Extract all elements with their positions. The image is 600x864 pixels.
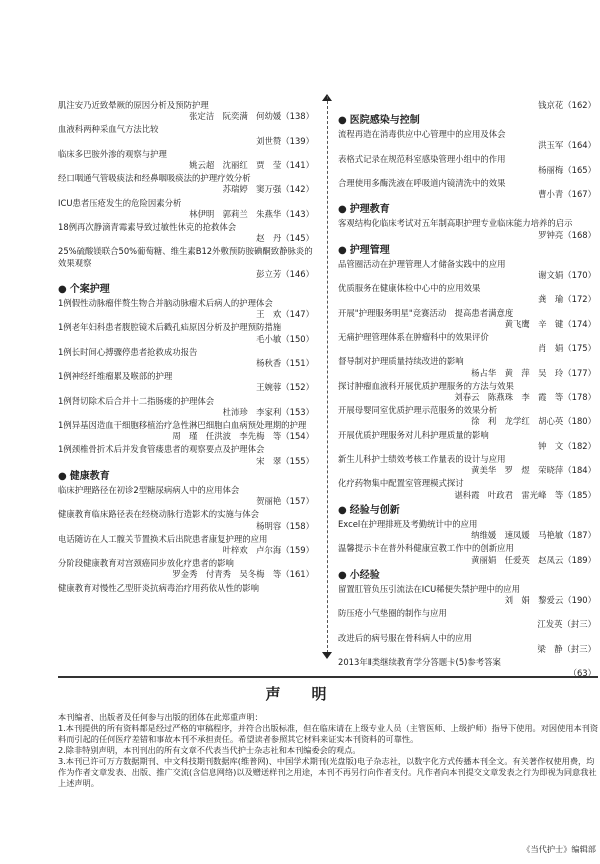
toc-entry[interactable] — [338, 381, 598, 403]
toc-entry-meta: 徐 利 龙学红 胡心英（180） — [471, 416, 596, 427]
toc-entry[interactable] — [58, 509, 316, 531]
toc-entry-meta: 杨占华 黄 萍 吴 玲（177） — [471, 367, 596, 378]
toc-entry-title: 开展"护理服务明星"竞赛活动 提高患者满意度 — [338, 307, 514, 318]
toc-entry-title: 探讨肿瘤血液科开展优质护理服务的方法与效果 — [338, 380, 514, 391]
toc-entry-meta: 黄飞鹰 辛 键（174） — [504, 318, 596, 329]
section-heading — [58, 283, 316, 296]
toc-entry-title: 分阶段健康教育对宫颈癌同步放化疗患者的影响 — [58, 558, 234, 569]
toc-entry-title: 品管圈活动在护理管理人才储备实践中的应用 — [338, 258, 506, 269]
toc-entry-meta: 钱京花（162） — [538, 100, 596, 110]
toc-entry[interactable] — [338, 259, 598, 281]
toc-entry-title: Excel在护理排班及考勤统计中的应用 — [338, 518, 478, 529]
section-heading-label: 个案护理 — [69, 284, 110, 296]
statement-title: 声 明 — [265, 685, 335, 703]
toc-entry-meta: 毛小敏（150） — [256, 333, 314, 344]
toc-entry-title: 25%硫酸镁联合50%葡萄糖、维生素B12外敷预防胺碘酮致静脉炎的效果观察 — [58, 246, 313, 268]
statement-paragraph: 本刊编者、出版者及任何参与出版的团体在此郑重声明： — [58, 712, 263, 722]
toc-entry[interactable] — [58, 583, 316, 594]
statement-signature: 《当代护士》编辑部 — [522, 844, 596, 854]
statement-paragraph: 2.除非特别声明，本刊刊出的所有文章不代表当代护士杂志社和本刊编委会的观点。 — [58, 745, 361, 755]
toc-entry-title: 改进后的病号服在骨科病人中的应用 — [338, 632, 472, 643]
toc-entry-meta: 黄丽娟 任爱英 赵凤云（189） — [471, 554, 596, 565]
toc-entry-title: 表格式记录在规范科室感染管理小组中的作用 — [338, 153, 506, 164]
toc-entry[interactable] — [58, 298, 316, 320]
toc-entry-meta: 罗钟亮（168） — [538, 229, 596, 240]
toc-entry-title: 18例再次静滴青霉素导致过敏性休克的抢救体会 — [58, 222, 237, 233]
bullet-icon: ● — [58, 470, 67, 482]
toc-entry-meta: 梁 静（封三） — [537, 643, 596, 654]
toc-entry[interactable] — [58, 173, 316, 195]
toc-entry[interactable] — [58, 322, 316, 344]
section-heading — [338, 569, 598, 582]
toc-entry-title: 健康教育对慢性乙型肝炎抗病毒治疗用药依从性的影响 — [58, 582, 259, 593]
toc-entry-meta: 贺丽艳（157） — [256, 496, 314, 507]
statement-paragraph: 1.本刊提供的所有资料都是经过严格的审稿程序，并符合出版标准，但在临床请在上级专业人员（主管医师、上级护师）指导下使用。对因使用本刊资料而引起的任何医疗差错和事故本刊不承担责任。希望读者参照其它材料来证实本刊资料的可靠性。 — [58, 723, 599, 744]
toc-entry-meta: 林伊明 郭莉兰 朱燕华（143） — [189, 208, 314, 219]
toc-entry-title: 经口咽通气管吸痰法和经鼻咽吸痰法的护理疗效分析 — [58, 173, 251, 184]
toc-entry-title: 无痛护理管理体系在肿瘤科中的效果评价 — [338, 332, 489, 343]
toc-entry-meta: 王婉蓉（152） — [256, 382, 314, 393]
toc-entry-meta: 杜沛珍 李家利（153） — [222, 406, 314, 417]
toc-entry-title: 督导制对护理质量持续改进的影响 — [338, 356, 464, 367]
toc-entry-title: 化疗药物集中配置室管理模式探讨 — [338, 478, 464, 489]
toc-entry-title: 留置肛管负压引流法在ICU稀便失禁护理中的应用 — [338, 583, 520, 594]
toc-entry[interactable] — [58, 534, 316, 556]
toc-entry-meta: 谌科霞 叶政君 雷光峰 等（185） — [454, 489, 596, 500]
toc-entry-meta: 赵 丹（145） — [256, 233, 314, 244]
section-heading-label: 经验与创新 — [349, 504, 400, 516]
toc-entry[interactable] — [338, 430, 598, 452]
toc-entry[interactable] — [58, 444, 316, 466]
section-heading-label: 健康教育 — [69, 470, 110, 482]
toc-entry-meta: 曹小青（167） — [538, 189, 596, 200]
toc-entry[interactable] — [58, 558, 316, 580]
contents-right-column — [338, 100, 598, 681]
toc-entry-meta: 彭立芳（146） — [256, 268, 314, 279]
section-heading — [338, 203, 598, 216]
toc-entry-meta: 姚云超 沈丽红 贾 莹（141） — [189, 160, 314, 171]
toc-entry-title: 2013年Ⅱ类继续教育学分答题卡(5)参考答案 — [338, 656, 501, 667]
toc-entry-meta: 杨丽梅（165） — [538, 164, 596, 175]
toc-entry-title: 1例假性动脉瘤伴赘生物合并脑动脉瘤术后病人的护理体会 — [58, 298, 273, 309]
toc-entry-title: 流程再造在消毒供应中心管理中的应用及体会 — [338, 129, 506, 140]
toc-entry-title: 开展优质护理服务对儿科护理质量的影响 — [338, 429, 489, 440]
toc-entry-meta: 黄美华 罗 煜 荣晓萍（184） — [471, 465, 596, 476]
toc-entry[interactable] — [58, 347, 316, 369]
toc-entry[interactable] — [338, 633, 598, 655]
toc-entry[interactable] — [58, 485, 316, 507]
toc-entry-title: 优质服务在健康体检中心中的应用效果 — [338, 283, 481, 294]
toc-entry-meta: 宋 翠（155） — [256, 455, 314, 466]
toc-entry[interactable] — [58, 396, 316, 418]
toc-entry-title: 1例神经纤维瘤累及喉部的护理 — [58, 371, 173, 382]
toc-entry-meta: 杨秋香（151） — [256, 358, 314, 369]
toc-entry[interactable] — [58, 222, 316, 244]
toc-entry-meta: 张定洁 阮奕满 何幼媛（138） — [189, 111, 314, 122]
toc-entry-meta: 叶梓欢 卢尔海（159） — [222, 544, 314, 555]
toc-entry-meta: 肖 娟（175） — [538, 343, 596, 354]
section-heading-label: 小经验 — [349, 569, 380, 581]
toc-entry[interactable] — [58, 149, 316, 171]
toc-entry[interactable] — [58, 198, 316, 220]
toc-entry-meta: 苏瑞婷 窦万强（142） — [222, 184, 314, 195]
toc-entry-title: 临床多巴胺外渗的观察与护理 — [58, 148, 167, 159]
column-divider — [327, 96, 328, 653]
toc-entry-meta: 洪玉军（164） — [538, 140, 596, 151]
toc-entry[interactable] — [58, 246, 316, 280]
toc-entry-title: 临床护理路径在初诊2型糖尿病病人中的应用体会 — [58, 484, 240, 495]
toc-entry[interactable] — [338, 283, 598, 305]
toc-entry-meta: 刘世赞（139） — [256, 135, 314, 146]
section-heading — [338, 114, 598, 127]
statement-paragraph: 3.本刊已许可万方数据期刊、中文科技期刊数据库(维普网)、中国学术期刊(光盘版)电子杂志社，以数字化方式传播本刊全文。有关著作权使用费，均作为作者文章发表、出版、推广交流(含信息网络)以及赠送样刊之用途，本刊不再另行向作者支付。凡作者向本刊提交文章发表之行为即视为同意我社上述声明。 — [58, 756, 597, 788]
toc-entry[interactable] — [338, 584, 598, 606]
contents-left-column — [58, 100, 316, 596]
section-heading-label: 护理管理 — [349, 244, 390, 256]
toc-entry[interactable] — [58, 124, 316, 146]
toc-entry[interactable] — [338, 356, 598, 378]
toc-entry-meta: 纳维媛 速凤媛 马艳敏（187） — [471, 530, 596, 541]
toc-entry-meta: 王 欢（147） — [256, 309, 314, 320]
toc-entry[interactable] — [338, 332, 598, 354]
toc-entry[interactable] — [58, 100, 316, 122]
bullet-icon: ● — [338, 204, 347, 216]
toc-entry-meta: 江发英（封三） — [537, 619, 596, 630]
toc-entry[interactable] — [338, 519, 598, 541]
toc-entry[interactable] — [338, 478, 598, 500]
toc-entry-title: ICU患者压疮发生的危险因素分析 — [58, 197, 182, 208]
toc-entry-meta: 刘春云 陈燕珠 李 霞 等（178） — [454, 392, 596, 403]
toc-entry-title: 电话随访在人工髋关节置换术后出院患者康复护理的应用 — [58, 533, 268, 544]
toc-entry[interactable] — [338, 308, 598, 330]
toc-entry-title: 肌注安乃近致晕厥的原因分析及预防护理 — [58, 100, 209, 110]
statement-separator — [58, 676, 598, 678]
section-heading — [338, 244, 598, 257]
toc-entry[interactable] — [58, 371, 316, 393]
toc-entry-meta: 龚 瑜（172） — [538, 294, 596, 305]
toc-entry-meta: 周 瑾 任洪波 李先梅 等（154） — [172, 431, 314, 442]
toc-entry-title: 1例异基因造血干细胞移植治疗急性淋巴细胞白血病预处理期的护理 — [58, 420, 307, 431]
toc-entry-title: 温馨提示卡在普外科健康宣教工作中的创新应用 — [338, 543, 514, 554]
toc-entry[interactable] — [58, 420, 316, 442]
toc-entry-meta: 谢文娟（170） — [538, 270, 596, 281]
toc-entry-title: 开展母婴同室优质护理示范服务的效果分析 — [338, 405, 498, 416]
toc-entry-title: 1例长时间心搏骤停患者抢救成功报告 — [58, 346, 198, 357]
section-heading-label: 医院感染与控制 — [349, 115, 420, 127]
toc-entry-title: 合理使用多酶洗液在呼吸道内镜清洗中的效果 — [338, 178, 506, 189]
divider-arrow-down-icon — [322, 652, 332, 659]
toc-entry-title: 客观结构化临床考试对五年制高职护理专业临床能力培养的启示 — [338, 218, 573, 229]
toc-entry-title: 1例老年妇科患者腹腔镜术后戳孔疝原因分析及护理预防措施 — [58, 322, 282, 333]
toc-entry-title: 健康教育临床路径表在经桡动脉行造影术的实施与体会 — [58, 509, 259, 520]
toc-entry[interactable] — [338, 154, 598, 176]
section-heading — [58, 470, 316, 483]
statement-body — [58, 712, 598, 789]
toc-entry-title: 血液科两种采血气方法比较 — [58, 124, 159, 135]
bullet-icon: ● — [338, 569, 347, 581]
bullet-icon: ● — [338, 504, 347, 516]
toc-entry[interactable] — [338, 454, 598, 476]
bullet-icon: ● — [58, 284, 67, 296]
toc-entry-meta: 钟 文（182） — [538, 440, 596, 451]
section-heading — [338, 504, 598, 517]
bullet-icon: ● — [338, 244, 347, 256]
toc-entry-meta: 刘 娟 黎爱云（190） — [504, 594, 596, 605]
bullet-icon: ● — [338, 115, 347, 127]
section-heading-label: 护理教育 — [349, 204, 390, 216]
toc-entry[interactable] — [338, 543, 598, 565]
toc-entry[interactable] — [338, 405, 598, 427]
toc-entry-meta: （63） — [568, 668, 596, 679]
toc-entry-title: 防压疮小气垫圈的制作与应用 — [338, 608, 447, 619]
toc-entry[interactable] — [338, 218, 598, 240]
toc-entry-meta: 罗金秀 付青秀 吴冬梅 等（161） — [172, 569, 314, 580]
toc-entry[interactable] — [338, 178, 598, 200]
toc-entry-meta: 杨明容（158） — [256, 520, 314, 531]
toc-entry[interactable] — [338, 129, 598, 151]
toc-entry[interactable] — [338, 608, 598, 630]
toc-entry-title: 1例颈椎骨折术后并发食管瘘患者的观察要点及护理体会 — [58, 444, 265, 455]
toc-entry-title: 1例肾切除术后合并十二指肠瘘的护理体会 — [58, 395, 215, 406]
toc-entry-continued[interactable] — [338, 100, 598, 111]
toc-entry-title: 新生儿科护士绩效考核工作量表的设计与应用 — [338, 454, 506, 465]
